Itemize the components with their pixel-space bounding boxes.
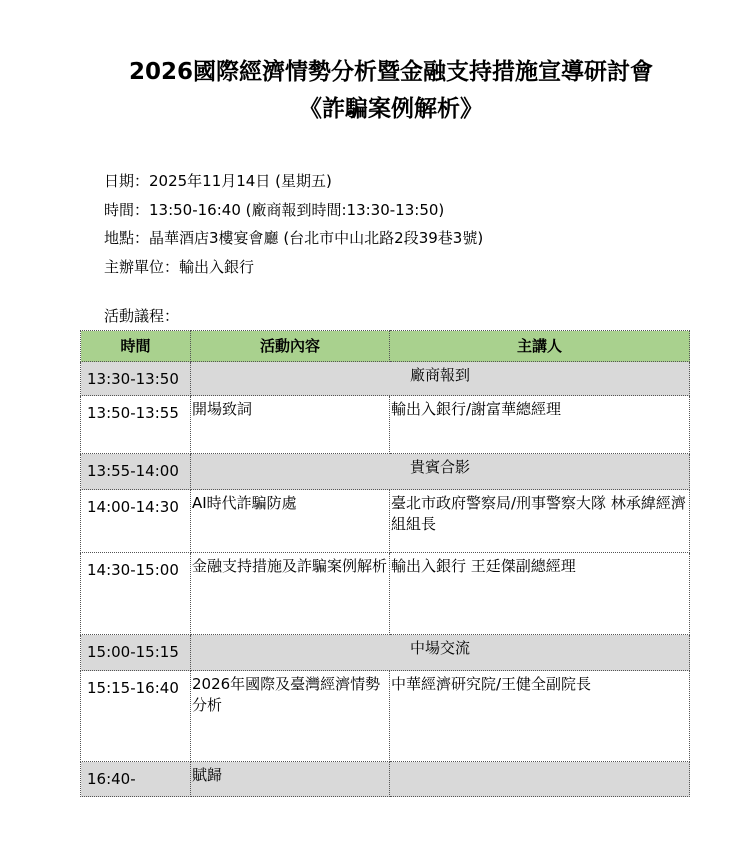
row-content: 賦歸 [191, 762, 390, 797]
header-time: 時間 [81, 331, 191, 362]
row-time: 16:40- [81, 762, 191, 797]
table-row [81, 490, 690, 553]
row-content: 2026年國際及臺灣經濟情勢分析 [191, 671, 390, 762]
header-content: 活動內容 [191, 331, 390, 362]
row-speaker: 輸出入銀行/謝富華總經理 [390, 396, 690, 454]
row-event: 廠商報到 [191, 362, 690, 396]
row-speaker: 中華經濟研究院/王健全副院長 [390, 671, 690, 762]
table-row [81, 553, 690, 635]
event-location: 地點：晶華酒店3樓宴會廳 (台北市中山北路2段39巷3號) [104, 229, 484, 247]
row-speaker: 臺北市政府警察局/刑事警察大隊 林承緯經濟組組長 [390, 490, 690, 553]
row-event: 中場交流 [191, 635, 690, 671]
table-row [81, 635, 690, 671]
table-row [81, 671, 690, 762]
header-speaker: 主講人 [390, 331, 690, 362]
event-organizer: 主辦單位：輸出入銀行 [104, 257, 255, 276]
row-content: AI時代詐騙防處 [191, 490, 390, 553]
row-event: 貴賓合影 [191, 454, 690, 490]
row-time: 13:30-13:50 [81, 362, 191, 396]
event-date: 日期：2025年11月14日 (星期五) [104, 172, 332, 190]
page-subtitle: 《詐騙案例解析》 [299, 96, 483, 122]
table-row [81, 362, 690, 396]
row-time: 15:15-16:40 [81, 671, 191, 762]
row-time: 15:00-15:15 [81, 635, 191, 671]
agenda-label: 活動議程： [104, 307, 180, 325]
row-time: 14:00-14:30 [81, 490, 191, 553]
event-time: 時間：13:50-16:40 (廠商報到時間:13:30-13:50) [104, 200, 445, 219]
table-row [81, 396, 690, 454]
page-title: 2026國際經濟情勢分析暨金融支持措施宣導研討會 [128, 59, 653, 85]
table-header-row [81, 331, 690, 362]
row-time: 13:50-13:55 [81, 396, 191, 454]
row-speaker [390, 762, 690, 797]
table-row [81, 454, 690, 490]
row-time: 14:30-15:00 [81, 553, 191, 635]
row-content: 開場致詞 [191, 396, 390, 454]
row-content: 金融支持措施及詐騙案例解析 [191, 553, 390, 635]
agenda-table [80, 330, 690, 797]
table-row [81, 762, 690, 797]
row-time: 13:55-14:00 [81, 454, 191, 490]
row-speaker: 輸出入銀行 王廷傑副總經理 [390, 553, 690, 635]
event-info [104, 167, 483, 281]
